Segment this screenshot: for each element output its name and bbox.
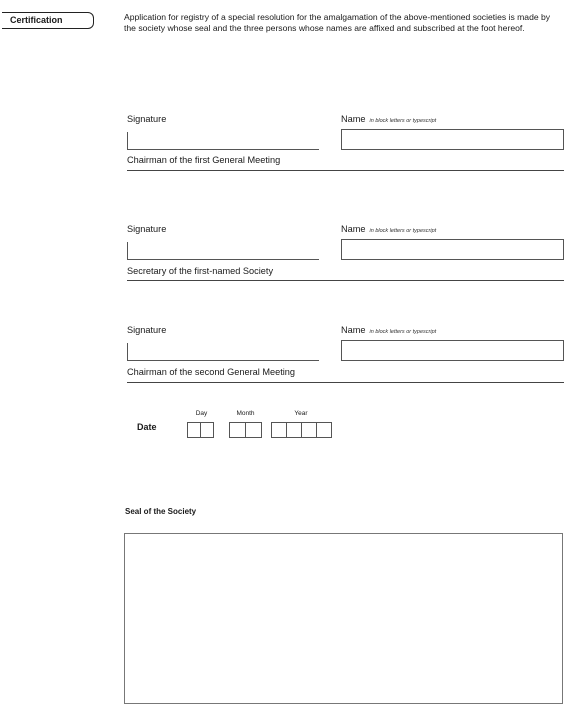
divider-2 (127, 280, 564, 281)
day-input[interactable] (187, 422, 213, 438)
role-label-1: Chairman of the first General Meeting (127, 155, 281, 165)
month-label: Month (236, 410, 255, 417)
year-digit-cell[interactable] (316, 422, 332, 438)
name-field-3[interactable] (341, 340, 564, 361)
year-digit-cell[interactable] (301, 422, 317, 438)
day-digit-cell[interactable] (187, 422, 201, 438)
name-label-3: Name in block letters or typescript (341, 325, 437, 335)
divider-3 (127, 382, 564, 383)
intro-paragraph: Application for registry of a special resolution for the amalgamation of the above-mentioned societies is made by the society whose seal and the three persons whose names are affixed and subscribed at the foot hereof. (124, 12, 551, 33)
divider-1 (127, 170, 564, 171)
month-input[interactable] (229, 422, 261, 438)
name-note-3: in block letters or typescript (369, 329, 437, 335)
year-input[interactable] (271, 422, 331, 438)
name-note-2: in block letters or typescript (369, 228, 437, 234)
role-label-2: Secretary of the first-named Society (127, 266, 274, 276)
seal-box[interactable] (124, 533, 563, 704)
signature-label-2: Signature (127, 224, 167, 234)
day-label: Day (195, 410, 208, 417)
name-label-2: Name in block letters or typescript (341, 224, 437, 234)
name-label-1: Name in block letters or typescript (341, 114, 437, 124)
seal-label: Seal of the Society (125, 507, 197, 516)
signature-label-3: Signature (127, 325, 167, 335)
month-digit-cell[interactable] (245, 422, 262, 438)
name-field-2[interactable] (341, 239, 564, 260)
signature-field-3[interactable] (127, 343, 319, 361)
name-field-1[interactable] (341, 129, 564, 150)
role-label-3: Chairman of the second General Meeting (127, 367, 296, 377)
month-digit-cell[interactable] (229, 422, 246, 438)
day-digit-cell[interactable] (200, 422, 214, 438)
certification-tab: Certification (2, 12, 94, 29)
signature-label-1: Signature (127, 114, 167, 124)
year-digit-cell[interactable] (271, 422, 287, 438)
year-label: Year (294, 410, 308, 417)
signature-field-2[interactable] (127, 242, 319, 260)
name-note-1: in block letters or typescript (369, 118, 437, 124)
year-digit-cell[interactable] (286, 422, 302, 438)
date-label: Date (137, 422, 157, 432)
signature-field-1[interactable] (127, 132, 319, 150)
